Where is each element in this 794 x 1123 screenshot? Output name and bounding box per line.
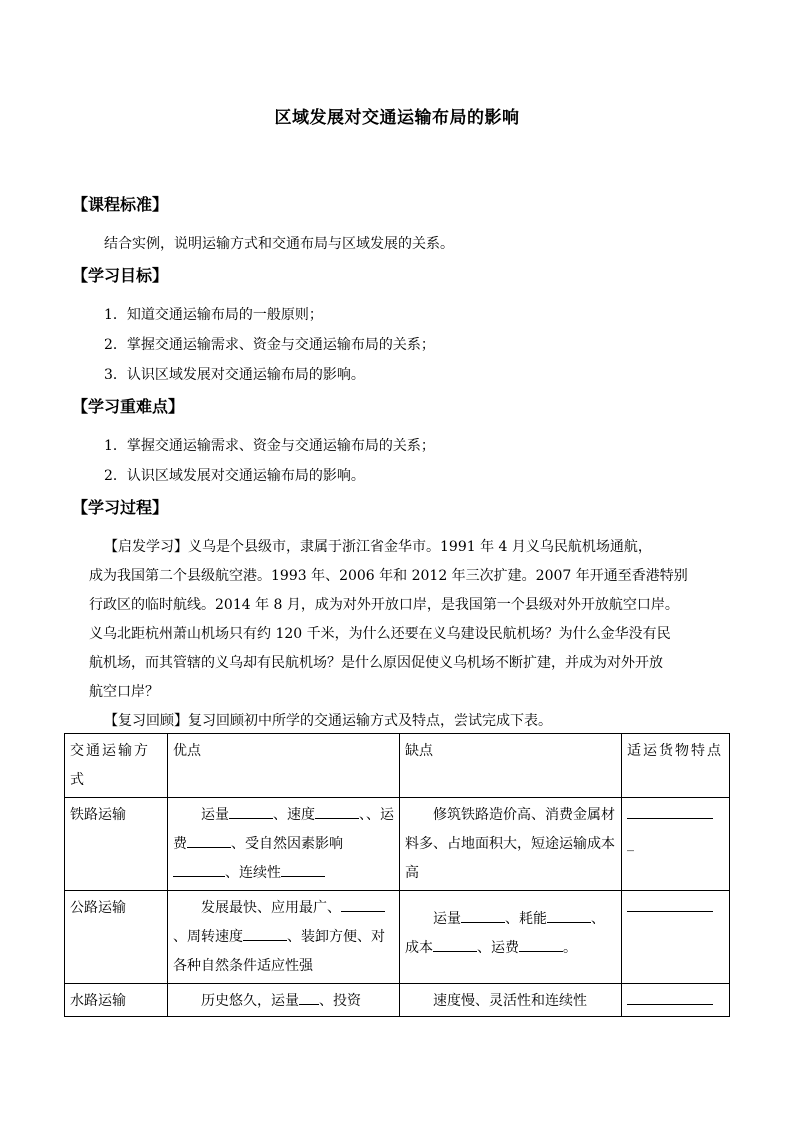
blank-field[interactable] <box>315 804 359 819</box>
mode-cell: 公路运输 <box>65 891 168 984</box>
course-standard-text: 结合实例，说明运输方式和交通布局与区域发展的关系。 <box>104 236 454 252</box>
header-suitable-goods: 适运货物特点 <box>622 734 730 798</box>
table-header-row <box>65 734 730 798</box>
intro-line-3: 行政区的临时航线。2014 年 8 月，成为对外开放口岸，是我国第一个县级对外开放航空口岸。 <box>89 597 679 613</box>
blank-field[interactable] <box>627 990 713 1005</box>
heading-key-points: 【学习重难点】 <box>72 397 185 416</box>
advantages-cell: 发展最快、应用最广、、周转速度 、装卸方便、对各种自然条件适应性强 <box>168 891 400 984</box>
blank-field[interactable] <box>281 862 325 877</box>
intro-line-4: 义乌北距杭州萧山机场只有约 120 千米，为什么还要在义乌建设民航机场？为什么金华没有民 <box>89 626 671 642</box>
heading-learning-process: 【学习过程】 <box>72 498 169 517</box>
goal-item-3: 3．认识区域发展对交通运输布局的影响。 <box>104 367 365 383</box>
advantages-cell: 运量 、速度 、、运费 、受自然因素影响、连续性 <box>168 798 400 891</box>
blank-field[interactable] <box>173 862 225 877</box>
transport-comparison-table <box>64 733 730 1017</box>
blank-field[interactable] <box>341 897 385 912</box>
table-row <box>65 798 730 891</box>
blank-field[interactable] <box>627 897 713 912</box>
header-advantages: 优点 <box>168 734 400 798</box>
disadvantages-cell: 运量 、耗能 、成本 、运费 。 <box>400 891 622 984</box>
blank-field[interactable] <box>299 990 319 1005</box>
blank-field[interactable] <box>433 937 477 952</box>
blank-field[interactable] <box>519 937 563 952</box>
disadvantages-cell: 速度慢、灵活性和连续性 <box>400 984 622 1017</box>
mode-cell: 水路运输 <box>65 984 168 1017</box>
disadvantages-cell: 修筑铁路造价高、消费金属材料多、占地面积大，短途运输成本高 <box>400 798 622 891</box>
intro-line-2: 成为我国第二个县级航空港。1993 年、2006 年和 2012 年三次扩建。2007 年开通至香港特别 <box>89 568 688 584</box>
blank-field[interactable] <box>461 908 505 923</box>
intro-line-5: 航机场，而其管辖的义乌却有民航机场？是什么原因促使义乌机场不断扩建，并成为对外开放 <box>89 655 663 671</box>
mode-cell: 铁路运输 <box>65 798 168 891</box>
goods-cell: _ <box>622 798 730 891</box>
blank-field[interactable] <box>627 804 713 819</box>
heading-course-standard: 【课程标准】 <box>72 195 169 214</box>
goal-item-2: 2．掌握交通运输需求、资金与交通运输布局的关系； <box>104 337 435 353</box>
key-point-item-2: 2．认识区域发展对交通运输布局的影响。 <box>104 468 365 484</box>
goal-item-1: 1．知道交通运输布局的一般原则； <box>104 307 323 323</box>
advantages-cell: 历史悠久，运量 、投资 <box>168 984 400 1017</box>
intro-line-1: 【启发学习】义乌是个县级市，隶属于浙江省金华市。1991 年 4 月义乌民航机场通航， <box>104 539 652 555</box>
header-disadvantages: 缺点 <box>400 734 622 798</box>
page-title: 区域发展对交通运输布局的影响 <box>274 108 520 128</box>
header-transport-mode: 交通运输方式 <box>65 734 168 798</box>
key-point-item-1: 1．掌握交通运输需求、资金与交通运输布局的关系； <box>104 438 435 454</box>
goods-cell <box>622 891 730 984</box>
blank-field[interactable] <box>243 926 287 941</box>
goods-cell <box>622 984 730 1017</box>
heading-learning-goals: 【学习目标】 <box>72 266 169 285</box>
table-row <box>65 984 730 1017</box>
blank-field[interactable] <box>187 833 231 848</box>
table-row <box>65 891 730 984</box>
review-instruction: 【复习回顾】复习回顾初中所学的交通运输方式及特点，尝试完成下表。 <box>104 713 552 729</box>
blank-field[interactable] <box>547 908 591 923</box>
blank-field[interactable] <box>229 804 273 819</box>
intro-line-6: 航空口岸？ <box>89 684 159 700</box>
